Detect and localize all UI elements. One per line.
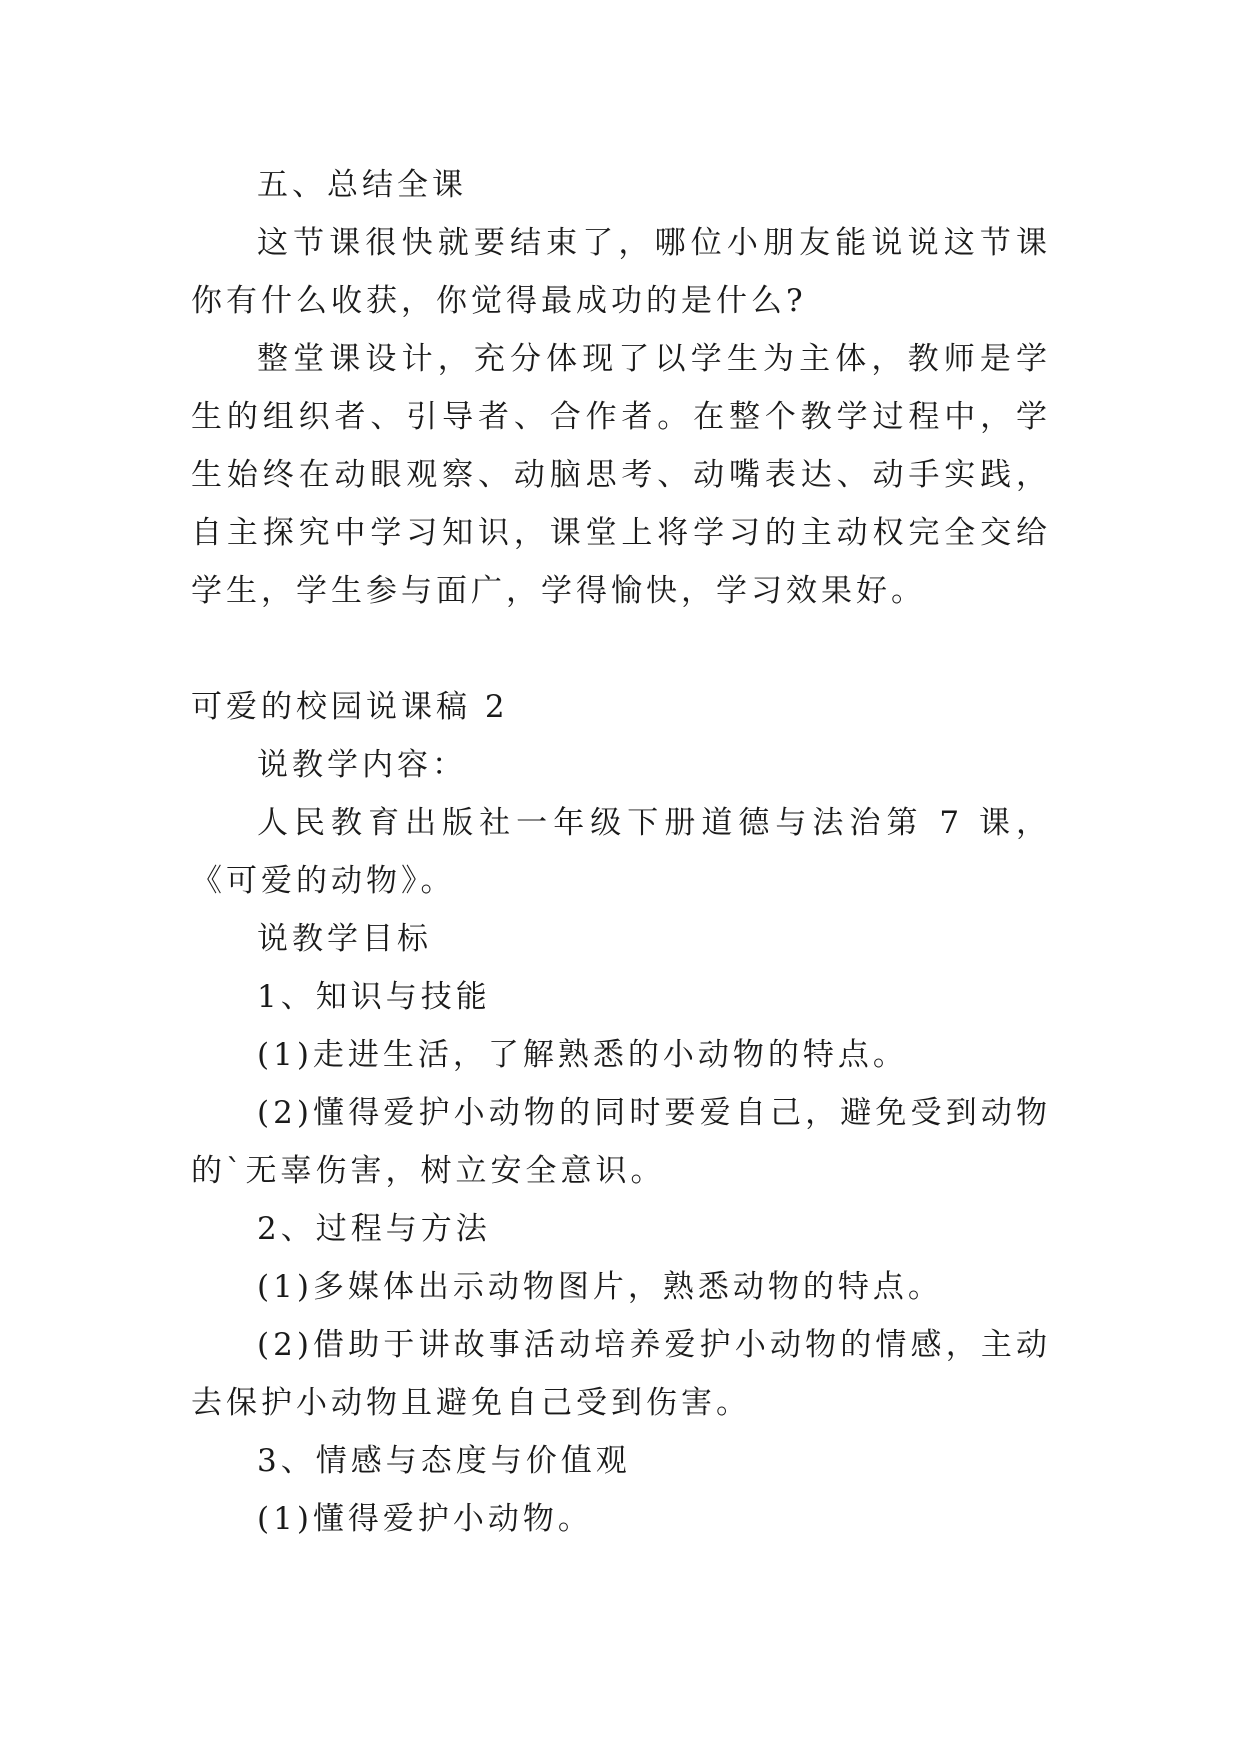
paragraph-summary-comment: 整堂课设计，充分体现了以学生为主体，教师是学生的组织者、引导者、合作者。在整个教学过程中，学生始终在动眼观察、动脑思考、动嘴表达、动手实践，自主探究中学习知识，课堂上将学习的主动权完全交给学生，学生参与面广，学得愉快，学习效果好。 xyxy=(191,341,1051,609)
document-body xyxy=(191,156,1051,1548)
heading-goal-emotion: 3、情感与态度与价值观 xyxy=(257,1443,631,1479)
list-item-goal-3-1: (1)懂得爱护小动物。 xyxy=(257,1501,593,1537)
list-item-goal-1-1: (1)走进生活，了解熟悉的小动物的特点。 xyxy=(257,1037,908,1073)
list-item-goal-2-1: (1)多媒体出示动物图片，熟悉动物的特点。 xyxy=(257,1269,943,1305)
section-heading-summary: 五、总结全课 xyxy=(257,167,467,203)
list-item-goal-2-2: (2)借助于讲故事活动培养爱护小动物的情感，主动去保护小动物且避免自己受到伤害。 xyxy=(191,1327,1051,1421)
heading-teaching-goals: 说教学目标 xyxy=(257,921,432,957)
paragraph-teaching-content: 人民教育出版社一年级下册道德与法治第 7 课，《可爱的动物》。 xyxy=(191,805,1051,899)
paragraph-summary-question: 这节课很快就要结束了，哪位小朋友能说说这节课你有什么收获，你觉得最成功的是什么? xyxy=(191,225,1051,319)
heading-goal-knowledge: 1、知识与技能 xyxy=(257,979,491,1015)
list-item-goal-1-2: (2)懂得爱护小动物的同时要爱自己，避免受到动物的`无辜伤害，树立安全意识。 xyxy=(191,1095,1051,1189)
heading-teaching-content: 说教学内容： xyxy=(257,747,467,783)
heading-goal-process: 2、过程与方法 xyxy=(257,1211,491,1247)
document-section-title: 可爱的校园说课稿 2 xyxy=(191,689,509,725)
section-divider-space xyxy=(191,620,1051,678)
